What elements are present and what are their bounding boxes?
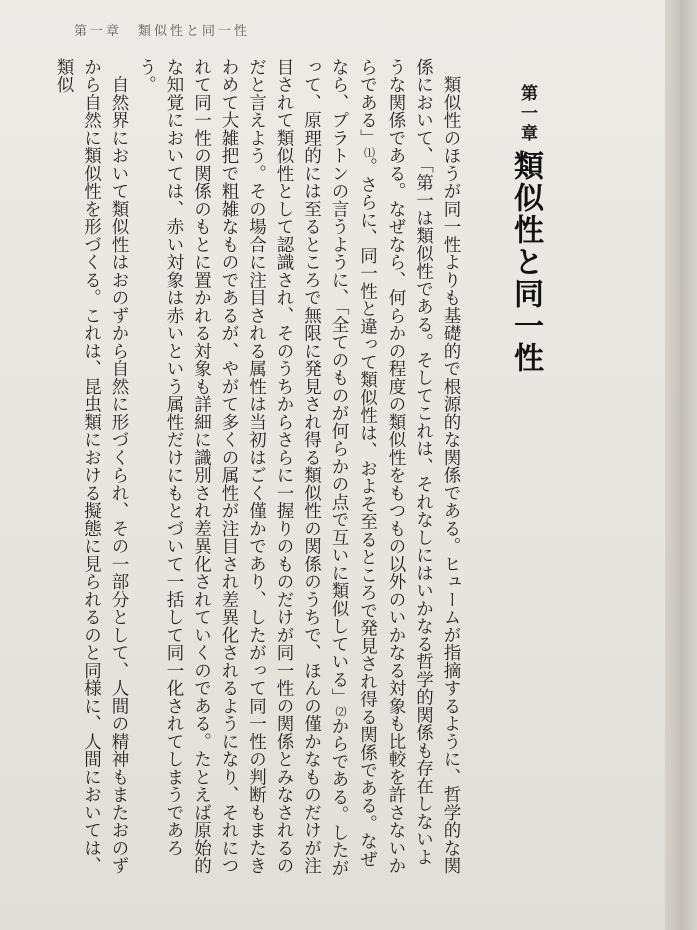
- body-text: [54, 58, 464, 878]
- chapter-title: 類似性と同一性: [508, 150, 543, 374]
- paragraph-2: 自然界において類似性はおのずから自然に形づくられ、その一部分として、人間の精神もまたおのずから自然に類似性を形づくる。これは、昆虫類における擬態に見られるのと同様に、人間においては、類似: [54, 58, 129, 875]
- paragraph-1: [132, 58, 464, 878]
- running-head-chapter-number: 第一章: [74, 24, 123, 39]
- running-head-title: 類似性と同一性: [138, 24, 251, 39]
- footnote-ref-2[interactable]: ⑵: [334, 706, 347, 717]
- running-head: [74, 20, 250, 39]
- chapter-label: 第一章: [517, 84, 537, 144]
- page-edge: [665, 0, 697, 930]
- footnote-ref-1[interactable]: ⑴: [362, 146, 376, 158]
- paragraph-1-text-a: 類似性のほうが同一性よりも基礎的で根源的な関係である。ヒュームが指摘するように、哲学的な関係において、「第一は類似性である。そしてこれは、それなしにはいかなる哲学的関係も存在しないような関係である。なぜなら、何らかの程度の類似性をもつもの以外のいかなる対象も比較を許さないからである」: [357, 58, 461, 875]
- paragraph-1-text-b: 。さらに、同一性と違って類似性は、およそ至るところで発見され得る関係である。なぜなら、プラトンの言うように、「全てのものが何らかの点で互いに類似している」: [329, 58, 378, 868]
- paragraph-1-text-c: からである。したがって、原理的には至るところで無限に発見され得る類似性の関係のうちで、ほんの僅かなものだけが注目されて類似性として認識され、そのうちからさらに一握りのものだけが同一性の関係とみなされるのだと言えよう。その場合に注目される属性は当初はごく僅かであり、したがって同一性の判断もまたきわめて大雑把で粗雑なものであるが、やがて多くの属性が注目され差異化されるようになり、それにつれて同一性の関係のもとに置かれる対象も詳細に識別され差異化されていくのである。たとえば原始的な知覚においては、赤い対象は赤いという属性だけにもとづいて一括して同一化されてしまうであろう。: [136, 58, 349, 877]
